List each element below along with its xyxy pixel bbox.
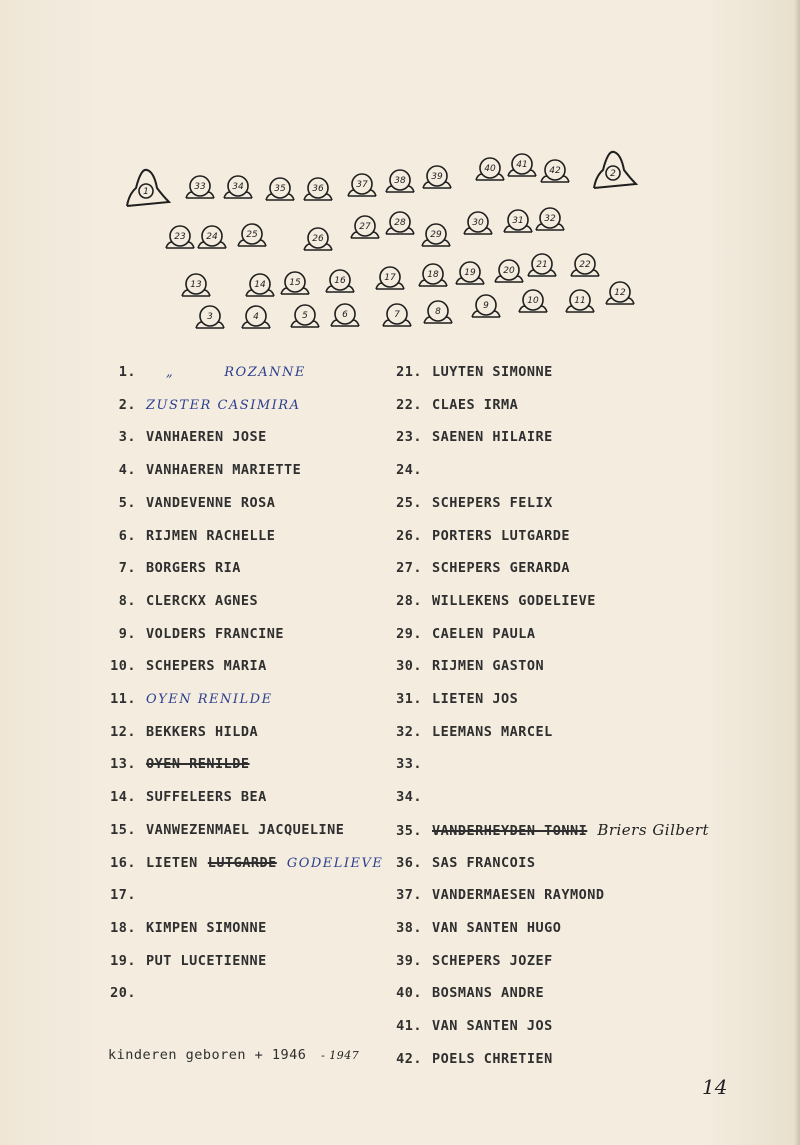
row-number: 18. bbox=[110, 919, 136, 936]
seat-26 bbox=[304, 228, 332, 250]
seat-19 bbox=[456, 262, 484, 284]
typed-name: SUFFELEERS BEA bbox=[146, 789, 267, 806]
typed-name: SCHEPERS FELIX bbox=[432, 494, 553, 511]
name-list-row bbox=[100, 361, 306, 383]
handwritten-name: OYEN RENILDE bbox=[146, 692, 273, 707]
name-list-row bbox=[100, 492, 275, 514]
seat-number: 23 bbox=[174, 232, 186, 242]
typed-name: POELS CHRETIEN bbox=[432, 1050, 553, 1067]
name-list-row bbox=[384, 884, 605, 906]
row-number: 15. bbox=[110, 821, 136, 838]
typed-name: WILLEKENS GODELIEVE bbox=[432, 592, 596, 609]
seat-number: 28 bbox=[394, 218, 406, 228]
seat-35 bbox=[266, 178, 294, 200]
name-list-row bbox=[384, 1048, 553, 1070]
row-number: 20. bbox=[110, 985, 136, 1002]
seat-3 bbox=[196, 306, 224, 328]
row-number: 3. bbox=[118, 429, 136, 446]
name-list-row bbox=[100, 590, 258, 612]
seat-number: 27 bbox=[359, 222, 371, 232]
typed-name: CAELEN PAULA bbox=[432, 625, 536, 642]
row-number: 30. bbox=[396, 658, 422, 675]
row-number: 27. bbox=[396, 560, 422, 577]
seat-21 bbox=[528, 254, 556, 276]
seat-number: 26 bbox=[312, 234, 324, 244]
name-list-row bbox=[384, 753, 422, 775]
name-list-row bbox=[100, 852, 383, 874]
row-number: 19. bbox=[110, 952, 136, 969]
seat-12 bbox=[606, 282, 634, 304]
seat-number: 12 bbox=[614, 288, 626, 298]
seat-number: 22 bbox=[579, 260, 591, 270]
row-number: 22. bbox=[396, 396, 422, 413]
row-number: 10. bbox=[110, 658, 136, 675]
name-list-row bbox=[100, 394, 300, 416]
typed-name: SAS FRANCOIS bbox=[432, 854, 536, 871]
row-number: 42. bbox=[396, 1050, 422, 1067]
row-number: 5. bbox=[118, 494, 136, 511]
seat-14 bbox=[246, 274, 274, 296]
row-number: 28. bbox=[396, 592, 422, 609]
name-list-row bbox=[384, 819, 709, 841]
row-number: 2. bbox=[118, 396, 136, 413]
typed-name: RIJMEN GASTON bbox=[432, 658, 545, 675]
typed-name: VANHAEREN JOSE bbox=[146, 429, 267, 446]
typed-name: RIJMEN RACHELLE bbox=[146, 527, 276, 544]
name-list-row bbox=[100, 982, 136, 1004]
seat-4 bbox=[242, 306, 270, 328]
struck-name: VANDERHEYDEN TONNI bbox=[432, 822, 588, 839]
seat-32 bbox=[536, 208, 564, 230]
seat-30 bbox=[464, 212, 492, 234]
name-list-row bbox=[384, 982, 544, 1004]
seat-34 bbox=[224, 176, 252, 198]
name-list-row bbox=[100, 525, 275, 547]
name-list-row bbox=[384, 525, 570, 547]
name-list-row bbox=[384, 852, 536, 874]
seat-29 bbox=[422, 224, 450, 246]
name-list-row bbox=[384, 590, 596, 612]
row-number: 9. bbox=[118, 625, 136, 642]
seat-11 bbox=[566, 290, 594, 312]
seat-number: 3 bbox=[207, 312, 213, 322]
typed-name: PUT LUCETIENNE bbox=[146, 952, 267, 969]
name-list-row bbox=[384, 786, 422, 808]
seat-number: 33 bbox=[194, 182, 206, 192]
row-number: 12. bbox=[110, 723, 136, 740]
name-list-row bbox=[100, 819, 344, 841]
seat-number: 25 bbox=[246, 230, 258, 240]
typed-name: VANDERMAESEN RAYMOND bbox=[432, 887, 605, 904]
row-number: 17. bbox=[110, 887, 136, 904]
row-number: 31. bbox=[396, 691, 422, 707]
typed-name: LEEMANS MARCEL bbox=[432, 723, 553, 740]
seat-22 bbox=[571, 254, 599, 276]
name-list-row bbox=[100, 426, 267, 448]
name-list-row bbox=[384, 492, 553, 514]
row-number: 39. bbox=[396, 952, 422, 969]
seat-number: 32 bbox=[544, 214, 556, 224]
seat-15 bbox=[281, 272, 309, 294]
seat-number: 13 bbox=[190, 280, 202, 290]
handwritten-replacement-name: Briers Gilbert bbox=[597, 820, 710, 839]
handwritten-name: GODELIEVE bbox=[286, 855, 384, 871]
typed-name: BOSMANS ANDRE bbox=[432, 985, 545, 1002]
name-list-row bbox=[100, 753, 250, 775]
row-number: 34. bbox=[396, 789, 422, 806]
name-list-row bbox=[100, 655, 267, 677]
seat-number: 1 bbox=[143, 187, 149, 197]
seat-40 bbox=[476, 158, 504, 180]
seating-diagram bbox=[0, 0, 800, 340]
seat-5 bbox=[291, 305, 319, 327]
name-list-row bbox=[100, 721, 258, 743]
seat-number: 42 bbox=[549, 166, 561, 176]
seat-number: 6 bbox=[342, 310, 348, 320]
typed-name: CLERCKX AGNES bbox=[146, 592, 259, 609]
row-number: 23. bbox=[396, 429, 422, 446]
name-list-row bbox=[384, 426, 553, 448]
seat-37 bbox=[348, 174, 376, 196]
row-number: 33. bbox=[396, 756, 422, 773]
typed-name: SCHEPERS GERARDA bbox=[432, 560, 571, 577]
footer-note bbox=[108, 1047, 359, 1063]
name-list-row bbox=[100, 688, 273, 710]
name-list-row bbox=[384, 655, 544, 677]
typed-name: VANWEZENMAEL JACQUELINE bbox=[146, 821, 345, 838]
seat-8 bbox=[424, 301, 452, 323]
row-number: 29. bbox=[396, 625, 422, 642]
typed-name: PORTERS LUTGARDE bbox=[432, 527, 571, 544]
seat-number: 17 bbox=[384, 273, 396, 283]
row-number: 1. bbox=[118, 364, 136, 380]
name-list-row bbox=[384, 459, 422, 481]
seat-13 bbox=[182, 274, 210, 296]
seat-27 bbox=[351, 216, 379, 238]
seat-9 bbox=[472, 295, 500, 317]
name-list-row bbox=[384, 688, 518, 710]
seat-33 bbox=[186, 176, 214, 198]
seat-6 bbox=[331, 304, 359, 326]
seat-2 bbox=[594, 152, 636, 188]
typed-name: LIETEN JOS bbox=[432, 691, 519, 707]
seat-number: 19 bbox=[464, 268, 476, 278]
typed-name: SAENEN HILAIRE bbox=[432, 429, 553, 446]
row-number: 14. bbox=[110, 789, 136, 806]
seat-23 bbox=[166, 226, 194, 248]
seat-number: 14 bbox=[254, 280, 266, 290]
row-number: 38. bbox=[396, 919, 422, 936]
seat-28 bbox=[386, 212, 414, 234]
typed-name: SCHEPERS MARIA bbox=[146, 658, 267, 675]
row-number: 6. bbox=[118, 527, 136, 544]
seat-16 bbox=[326, 270, 354, 292]
name-list-row bbox=[384, 950, 553, 972]
row-number: 41. bbox=[396, 1018, 422, 1034]
seat-36 bbox=[304, 178, 332, 200]
row-number: 24. bbox=[396, 462, 422, 479]
name-list-row bbox=[100, 950, 267, 972]
row-number: 16. bbox=[110, 854, 136, 871]
seat-number: 2 bbox=[610, 169, 616, 179]
typed-name: VAN SANTEN JOS bbox=[432, 1018, 553, 1034]
typed-name: VOLDERS FRANCINE bbox=[146, 625, 285, 642]
typed-name: VANDEVENNE ROSA bbox=[146, 494, 276, 511]
seat-number: 20 bbox=[503, 266, 515, 276]
seat-10 bbox=[519, 290, 547, 312]
seat-7 bbox=[383, 304, 411, 326]
row-number: 35. bbox=[396, 822, 422, 839]
seat-number: 31 bbox=[512, 216, 524, 226]
seat-20 bbox=[495, 260, 523, 282]
name-list-row bbox=[384, 394, 518, 416]
seat-number: 36 bbox=[312, 184, 324, 194]
seat-number: 9 bbox=[483, 301, 489, 311]
seat-number: 38 bbox=[394, 176, 406, 186]
seat-1 bbox=[127, 170, 169, 206]
name-list-row bbox=[384, 721, 553, 743]
row-number: 21. bbox=[396, 364, 422, 380]
seat-41 bbox=[508, 154, 536, 176]
struck-name: LUTGARDE bbox=[207, 854, 277, 871]
seat-number: 15 bbox=[289, 278, 301, 288]
seat-number: 24 bbox=[206, 232, 218, 242]
row-number: 25. bbox=[396, 494, 422, 511]
row-number: 11. bbox=[110, 691, 136, 707]
row-number: 37. bbox=[396, 887, 422, 904]
typed-name: VAN SANTEN HUGO bbox=[432, 919, 562, 936]
typed-name: LUYTEN SIMONNE bbox=[432, 364, 553, 380]
name-list-row bbox=[384, 623, 536, 645]
handwritten-name: ZUSTER CASIMIRA bbox=[146, 397, 301, 413]
row-number: 26. bbox=[396, 527, 422, 544]
seat-25 bbox=[238, 224, 266, 246]
struck-name: OYEN RENILDE bbox=[146, 756, 250, 773]
typed-name: BORGERS RIA bbox=[146, 560, 241, 577]
footer-handwritten-year: - 1947 bbox=[321, 1049, 360, 1062]
seat-number: 18 bbox=[427, 270, 439, 280]
typed-name: SCHEPERS JOZEF bbox=[432, 952, 553, 969]
row-number: 40. bbox=[396, 985, 422, 1002]
row-number: 8. bbox=[118, 592, 136, 609]
handwritten-name: ROZANNE bbox=[224, 365, 306, 380]
row-number: 7. bbox=[118, 560, 136, 577]
name-list-row bbox=[100, 557, 241, 579]
seat-number: 7 bbox=[394, 310, 400, 320]
name-list-row bbox=[100, 786, 267, 808]
typed-name: CLAES IRMA bbox=[432, 396, 519, 413]
seat-18 bbox=[419, 264, 447, 286]
name-list-row bbox=[100, 623, 284, 645]
seat-number: 37 bbox=[356, 180, 368, 190]
row-number: 32. bbox=[396, 723, 422, 740]
typed-name: VANHAEREN MARIETTE bbox=[146, 462, 302, 479]
seat-number: 21 bbox=[536, 260, 548, 270]
seat-number: 41 bbox=[516, 160, 528, 170]
name-list-row bbox=[100, 884, 136, 906]
seat-number: 11 bbox=[574, 296, 586, 306]
footer-text: kinderen geboren + 1946 bbox=[108, 1047, 307, 1063]
name-list-row bbox=[384, 917, 561, 939]
row-number: 13. bbox=[110, 756, 136, 773]
seat-number: 34 bbox=[232, 182, 244, 192]
seat-number: 8 bbox=[435, 307, 441, 317]
seat-39 bbox=[423, 166, 451, 188]
seat-17 bbox=[376, 267, 404, 289]
seat-number: 10 bbox=[527, 296, 539, 306]
seat-number: 29 bbox=[430, 230, 442, 240]
seat-24 bbox=[198, 226, 226, 248]
seat-number: 40 bbox=[484, 164, 496, 174]
seat-38 bbox=[386, 170, 414, 192]
row-number: 4. bbox=[118, 462, 136, 479]
name-list-row bbox=[100, 459, 301, 481]
seat-number: 35 bbox=[274, 184, 286, 194]
seat-number: 30 bbox=[472, 218, 484, 228]
name-list-row bbox=[100, 917, 267, 939]
row-number: 36. bbox=[396, 854, 422, 871]
handwritten-ditto-mark: „ bbox=[166, 365, 175, 380]
name-list-row bbox=[384, 1015, 553, 1037]
seat-31 bbox=[504, 210, 532, 232]
typed-name: LIETEN bbox=[146, 854, 198, 871]
seat-number: 4 bbox=[253, 312, 259, 322]
name-list-row bbox=[384, 361, 553, 383]
seat-number: 5 bbox=[302, 311, 308, 321]
page-number: 14 bbox=[702, 1075, 728, 1099]
seat-number: 16 bbox=[334, 276, 346, 286]
name-list-row bbox=[384, 557, 570, 579]
typed-name: KIMPEN SIMONNE bbox=[146, 919, 267, 936]
typed-name: BEKKERS HILDA bbox=[146, 723, 259, 740]
seat-42 bbox=[541, 160, 569, 182]
seat-number: 39 bbox=[431, 172, 443, 182]
